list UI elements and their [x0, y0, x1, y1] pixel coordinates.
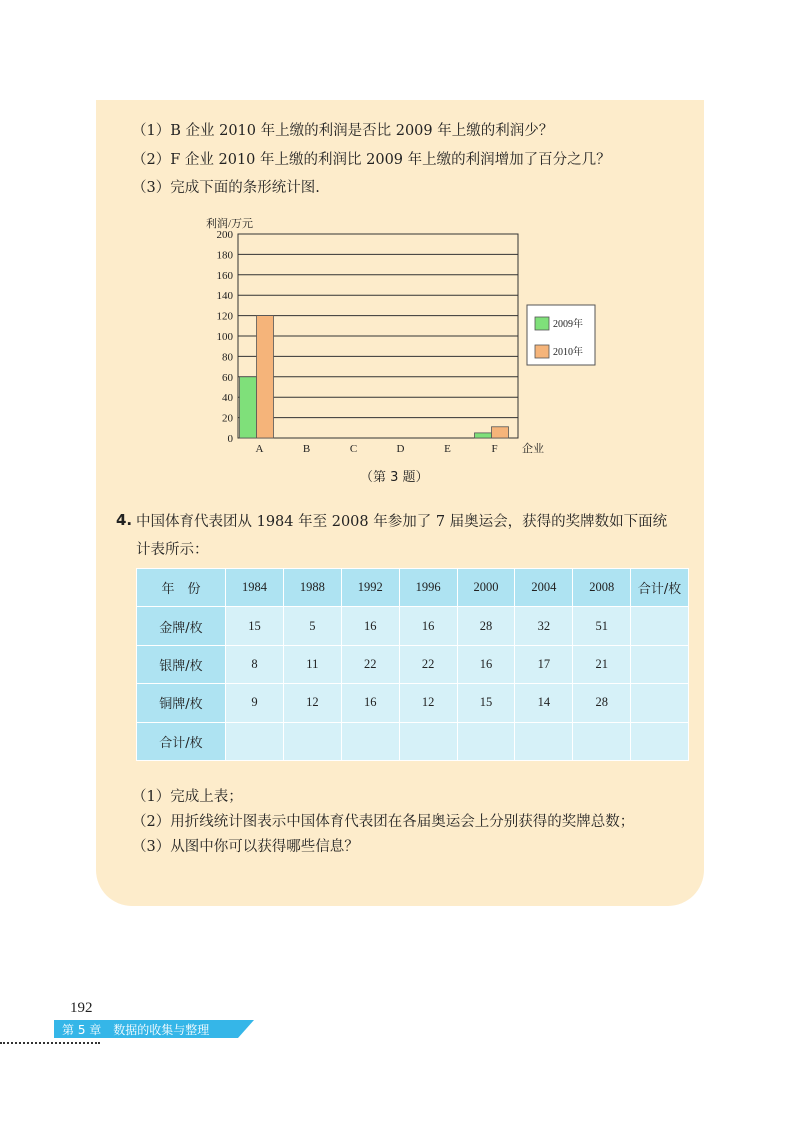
row-label: 铜牌/枚	[137, 684, 226, 722]
table-header-cell: 1992	[341, 569, 399, 607]
page-number: 192	[70, 1000, 93, 1016]
table-cell-total	[631, 607, 689, 645]
question-4-part-3: （3）从图中你可以获得哪些信息？	[132, 839, 359, 855]
table-cell: 21	[573, 645, 631, 683]
table-cell: 8	[226, 645, 284, 683]
x-tick-label: B	[302, 443, 311, 455]
table-cell: 16	[399, 607, 457, 645]
y-tick-label: 20	[222, 412, 233, 425]
table-cell-total	[631, 645, 689, 683]
table-cell: 22	[341, 645, 399, 683]
y-tick-label: 180	[216, 249, 233, 262]
y-tick-label: 60	[222, 371, 233, 384]
question-4-part-1: （1）完成上表；	[132, 789, 243, 805]
table-row	[137, 645, 689, 683]
table-header-year: 年 份	[137, 569, 226, 607]
table-cell: 51	[573, 607, 631, 645]
y-tick-label: 140	[216, 290, 233, 303]
table-cell	[573, 722, 631, 760]
table-cell: 17	[515, 645, 573, 683]
table-cell: 16	[341, 684, 399, 722]
footer-dotted-line	[0, 1042, 100, 1044]
y-axis-label: 利润/万元	[206, 218, 254, 230]
bar-A-series1	[240, 377, 257, 438]
chapter-title: 第 5 章 数据的收集与整理	[62, 1023, 210, 1037]
table-header-cell: 2000	[457, 569, 515, 607]
table-cell-total	[631, 722, 689, 760]
table-row	[137, 684, 689, 722]
table-cell: 14	[515, 684, 573, 722]
table-cell	[399, 722, 457, 760]
row-label: 银牌/枚	[137, 645, 226, 683]
table-cell: 15	[226, 607, 284, 645]
x-tick-label: A	[255, 443, 264, 455]
legend-swatch	[535, 317, 549, 330]
table-header-cell: 2008	[573, 569, 631, 607]
table-cell: 12	[283, 684, 341, 722]
row-label: 合计/枚	[137, 722, 226, 760]
y-tick-label: 80	[222, 351, 233, 364]
table-cell: 12	[399, 684, 457, 722]
legend-label: 2010年	[553, 347, 583, 358]
x-tick-label: E	[444, 443, 451, 455]
question-3-part-2: （2）F 企业 2010 年上缴的利润比 2009 年上缴的利润增加了百分之几？	[132, 152, 611, 168]
table-row	[137, 607, 689, 645]
question-3-part-1: （1）B 企业 2010 年上缴的利润是否比 2009 年上缴的利润少？	[132, 123, 554, 139]
table-header-total: 合计/枚	[631, 569, 689, 607]
table-cell	[226, 722, 284, 760]
table-cell: 28	[457, 607, 515, 645]
legend-label: 2009年	[553, 319, 583, 330]
question-4-text-line2: 计表所示：	[136, 542, 209, 558]
question-4-part-2: （2）用折线统计图表示中国体育代表团在各届奥运会上分别获得的奖牌总数；	[132, 814, 635, 830]
table-cell: 28	[573, 684, 631, 722]
table-cell: 11	[283, 645, 341, 683]
table-header-row	[137, 569, 689, 607]
bar-F-series1	[475, 433, 492, 438]
table-cell: 16	[341, 607, 399, 645]
x-tick-label: F	[491, 443, 498, 455]
row-label: 金牌/枚	[137, 607, 226, 645]
medal-table	[136, 568, 689, 761]
table-cell: 15	[457, 684, 515, 722]
y-tick-label: 120	[216, 310, 233, 323]
table-header-cell: 1996	[399, 569, 457, 607]
question-3-part-3: （3）完成下面的条形统计图.	[132, 180, 320, 196]
table-cell	[283, 722, 341, 760]
table-cell-total	[631, 684, 689, 722]
question-4-number: 4.	[116, 511, 133, 529]
y-tick-label: 100	[216, 331, 233, 343]
table-row	[137, 722, 689, 760]
table-cell	[341, 722, 399, 760]
table-header-cell: 2004	[515, 569, 573, 607]
bar-chart	[0, 0, 800, 470]
bar-F-series2	[492, 427, 509, 438]
table-cell: 22	[399, 645, 457, 683]
table-cell	[515, 722, 573, 760]
table-cell: 16	[457, 645, 515, 683]
table-cell: 9	[226, 684, 284, 722]
table-header-cell: 1984	[226, 569, 284, 607]
legend-swatch	[535, 345, 549, 358]
x-tick-label: D	[396, 443, 405, 455]
y-tick-label: 200	[216, 229, 233, 241]
y-tick-label: 40	[222, 392, 233, 405]
table-header-cell: 1988	[283, 569, 341, 607]
y-tick-label: 0	[227, 433, 233, 445]
bar-A-series2	[257, 316, 274, 438]
x-tick-label: C	[349, 443, 358, 455]
y-tick-label: 160	[216, 269, 233, 282]
table-cell: 5	[283, 607, 341, 645]
table-cell	[457, 722, 515, 760]
chart-caption: （第 3 题）	[360, 470, 429, 485]
question-4-text-line1: 中国体育代表团从 1984 年至 2008 年参加了 7 届奥运会，获得的奖牌数如下面统	[136, 514, 668, 530]
x-axis-label: 企业	[522, 443, 544, 455]
table-cell: 32	[515, 607, 573, 645]
